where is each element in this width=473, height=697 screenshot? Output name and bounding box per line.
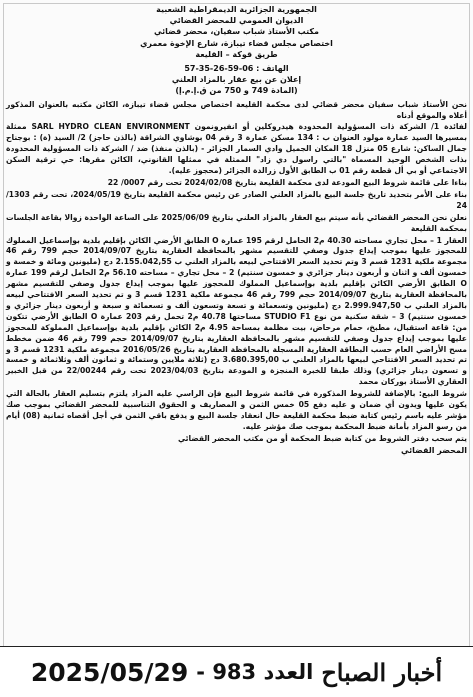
notice-title: إعلان عن بيع عقار بالمزاد العلني [171, 75, 302, 85]
notice-legal-reference: (المادة 749 و 750 من ق.إ.م.إ) [175, 86, 298, 96]
signature: المحضر القضائي [400, 445, 467, 455]
header-office: الديوان العمومي للمحضر القضائي [169, 16, 304, 26]
notice-header [6, 4, 467, 97]
header-jurisdiction: اختصاص مجلس قضاء تيبازة، شارع الإخوة معمري [140, 38, 333, 48]
intro-paragraph: نحن الأستاذ شباب سفيان محضر قضائي لدى محكمة القليعة اختصاص مجلس قضاء تيبازة، الكائن مكتبه بالعنوان المذكور أعلاه والموقع أدناه [6, 99, 467, 120]
withdrawal-note: يتم سحب دفتر الشروط من كتابة ضبط المحكمة أو من مكتب المحضر القضائي [177, 433, 467, 443]
issue-number: العدد 983 - [196, 660, 314, 684]
conditions-deposit-paragraph: بناءا على قائمة شروط البيع المودعة لدى محكمة القليعة بتاريخ 2024/02/08 تحت رقم 0007/ 22 [107, 177, 467, 187]
sale-date-paragraph: نعلن نحن المحضر القضائي بأنه سيتم بيع العقار بالمزاد العلني بتاريخ 2025/06/09 على الساعة الواحدة زوالا بقاعة الجلسات بمحكمة القليعة [6, 212, 467, 233]
header-state-name: الجمهورية الجزائرية الديمقراطية الشعبية [156, 5, 317, 14]
newspaper-footer [0, 646, 473, 697]
sale-conditions-paragraph: شروط البيع: بالإضافة للشروط المذكورة في قائمة شروط البيع فإن الراسي عليه المزاد يلتزم بتسليم العقار بالحالة التي يكون عليها ويدون أي ضمان و عليه دفع 05 خمس الثمن و المصاريف و الحقوق التناسبية للمحضر القضائي بموجب صك مؤشر عليه باسم رئيس كتابة ضبط محكمة القليعة حال انعقاد جلسة البيع و يدفع باقي الثمن في أجل أقصاه ثمانية (08) أيام من رسو المزاد بأمانة ضبط المحكمة بموجب صك مؤشر عليه. [6, 389, 467, 431]
properties-paragraph: العقار 1 – محل تجاري مساحته 40.30 م2 الحامل لرقم 195 عمارة O الطابق الأرضي الكائن بإقليم بلدية بوإسماعيل المملوك للمحجوز عليها بموجب إيداع جدول وصفي للتقسيم مشهر بالمحافظة العقارية بتاريخ 2014/09/07 حجم 799 رقم 46 مجموعة ملكية 1231 قسم 3 وتم تحديد السعر الافتتاحي لبيعه بالمزاد العلني ب 2.155.042,55 دج (مليونين ومائة و خمسة و خمسون ألف و اثنان و أربعون دينار جزائري و خمسون سنتيم) 2 – محل تجاري – مساحته 56.10 م2 الحامل لرقم 199 عمارة O الطابق الأرضي الكائن بإقليم بلدية بوإسماعيل المملوك للمحجوز عليها بموجب إيداع جدول وصفي للتقسيم مشهر بالمحافظة العقارية بتاريخ 2014/09/07 حجم 799 رقم 46 مجموعة ملكية 1231 قسم 3 و تم تحديد السعر الافتتاحي لبيعه بالمزاد العلني ب 2.999.947,50 دج (مليونين وتسعمائة و تسعة وتسعون ألف و تسعمائة و سبعة و أربعون دينار جزائري و خمسون سنتيم) 3 – شقة سكنية من نوع STUDIO F1 مساحتها 40.78 م2 تحمل رقم 203 عمارة O الطابق الأرضي تتكون من: قاعة استقبال، مطبخ، حمام مرحاض، بيت مظلمة بمساحة 4.95 م2 الكائن بإقليم بلدية بوإسماعيل المملوكة للمحجوز عليها بموجب إيداع جدول وصفي للتقسيم مشهر بالمحافظة العقارية بتاريخ 2014/09/07 حجم 799 رقم 46 ضمن مخطط مسح الأراضي العام حسب البطاقة العقارية المسجلة بالمحافظة العقارية بتاريخ 2016/05/26 مجموعة ملكية 1231 قسم 3 و تم تحديد السعر الافتتاحي لبيعها بالمزاد العلني ب 3.680.395,00 دج (ثلاثة ملايين وستمائة و ثمانون ألف وثلاثمائة و خمسة و تسعون دينار جزائري) وذلك طبقا للخبرة المنجزة و المودعة بتاريخ 2023/04/03 تحت رقم 22/00244 من قبل الخبير العقاري الأستاذ بوركان محمد [6, 235, 468, 387]
court-order-paragraph: بناء على الأمر بتحديد تاريخ جلسة البيع بالمزاد العلني الصادر عن رئيس محكمة القليعة بتاريخ 2024/05/19، تحت رقم 1303/ 24 [6, 189, 467, 210]
notice-body [6, 100, 467, 445]
header-address: طريق قوكة – القليعة [195, 49, 278, 59]
header-bailiff-office: مكتب الأستاذ شباب سفيان، محضر قضائي [154, 27, 319, 37]
parties-paragraph: لفائدة 1/ الشركة ذات المسؤولية المحدودة هيدروكلين أو انفيرونمون SARL HYDRO CLEAN ENVIRONMENT ممثلة بمسيرها السيد عمارة مولود العنوان ب : 134 مسكن عمارة 3 رقم 04 بوشاوي الشراقة (بالذن حاجز) 2/ السيد (ة) : بوجناح جمال الساكن: شارع 05 منزل 18 المكان الجميل وادي السمار الجزائر - (بالذن منفذ) ضد / الشركة ذات المسؤولية المحدودة بذات الشخص الوحيد المسماة "بالتي راسول دي زاد" الممثلة في ممثلها القانوني، الكائن مقرها: حي ترقية السكن الاجتماعي أو بي أل قطعة رقم 01 ب الطابق الأول زرالدة الجزائر (محجوز عليه). [6, 122, 467, 176]
header-phone: الهاتف : 06-59-26-35-57 [184, 64, 289, 74]
newspaper-name: أخبار الصباح [321, 657, 443, 687]
issue-date: 2025/05/29 [30, 657, 189, 687]
